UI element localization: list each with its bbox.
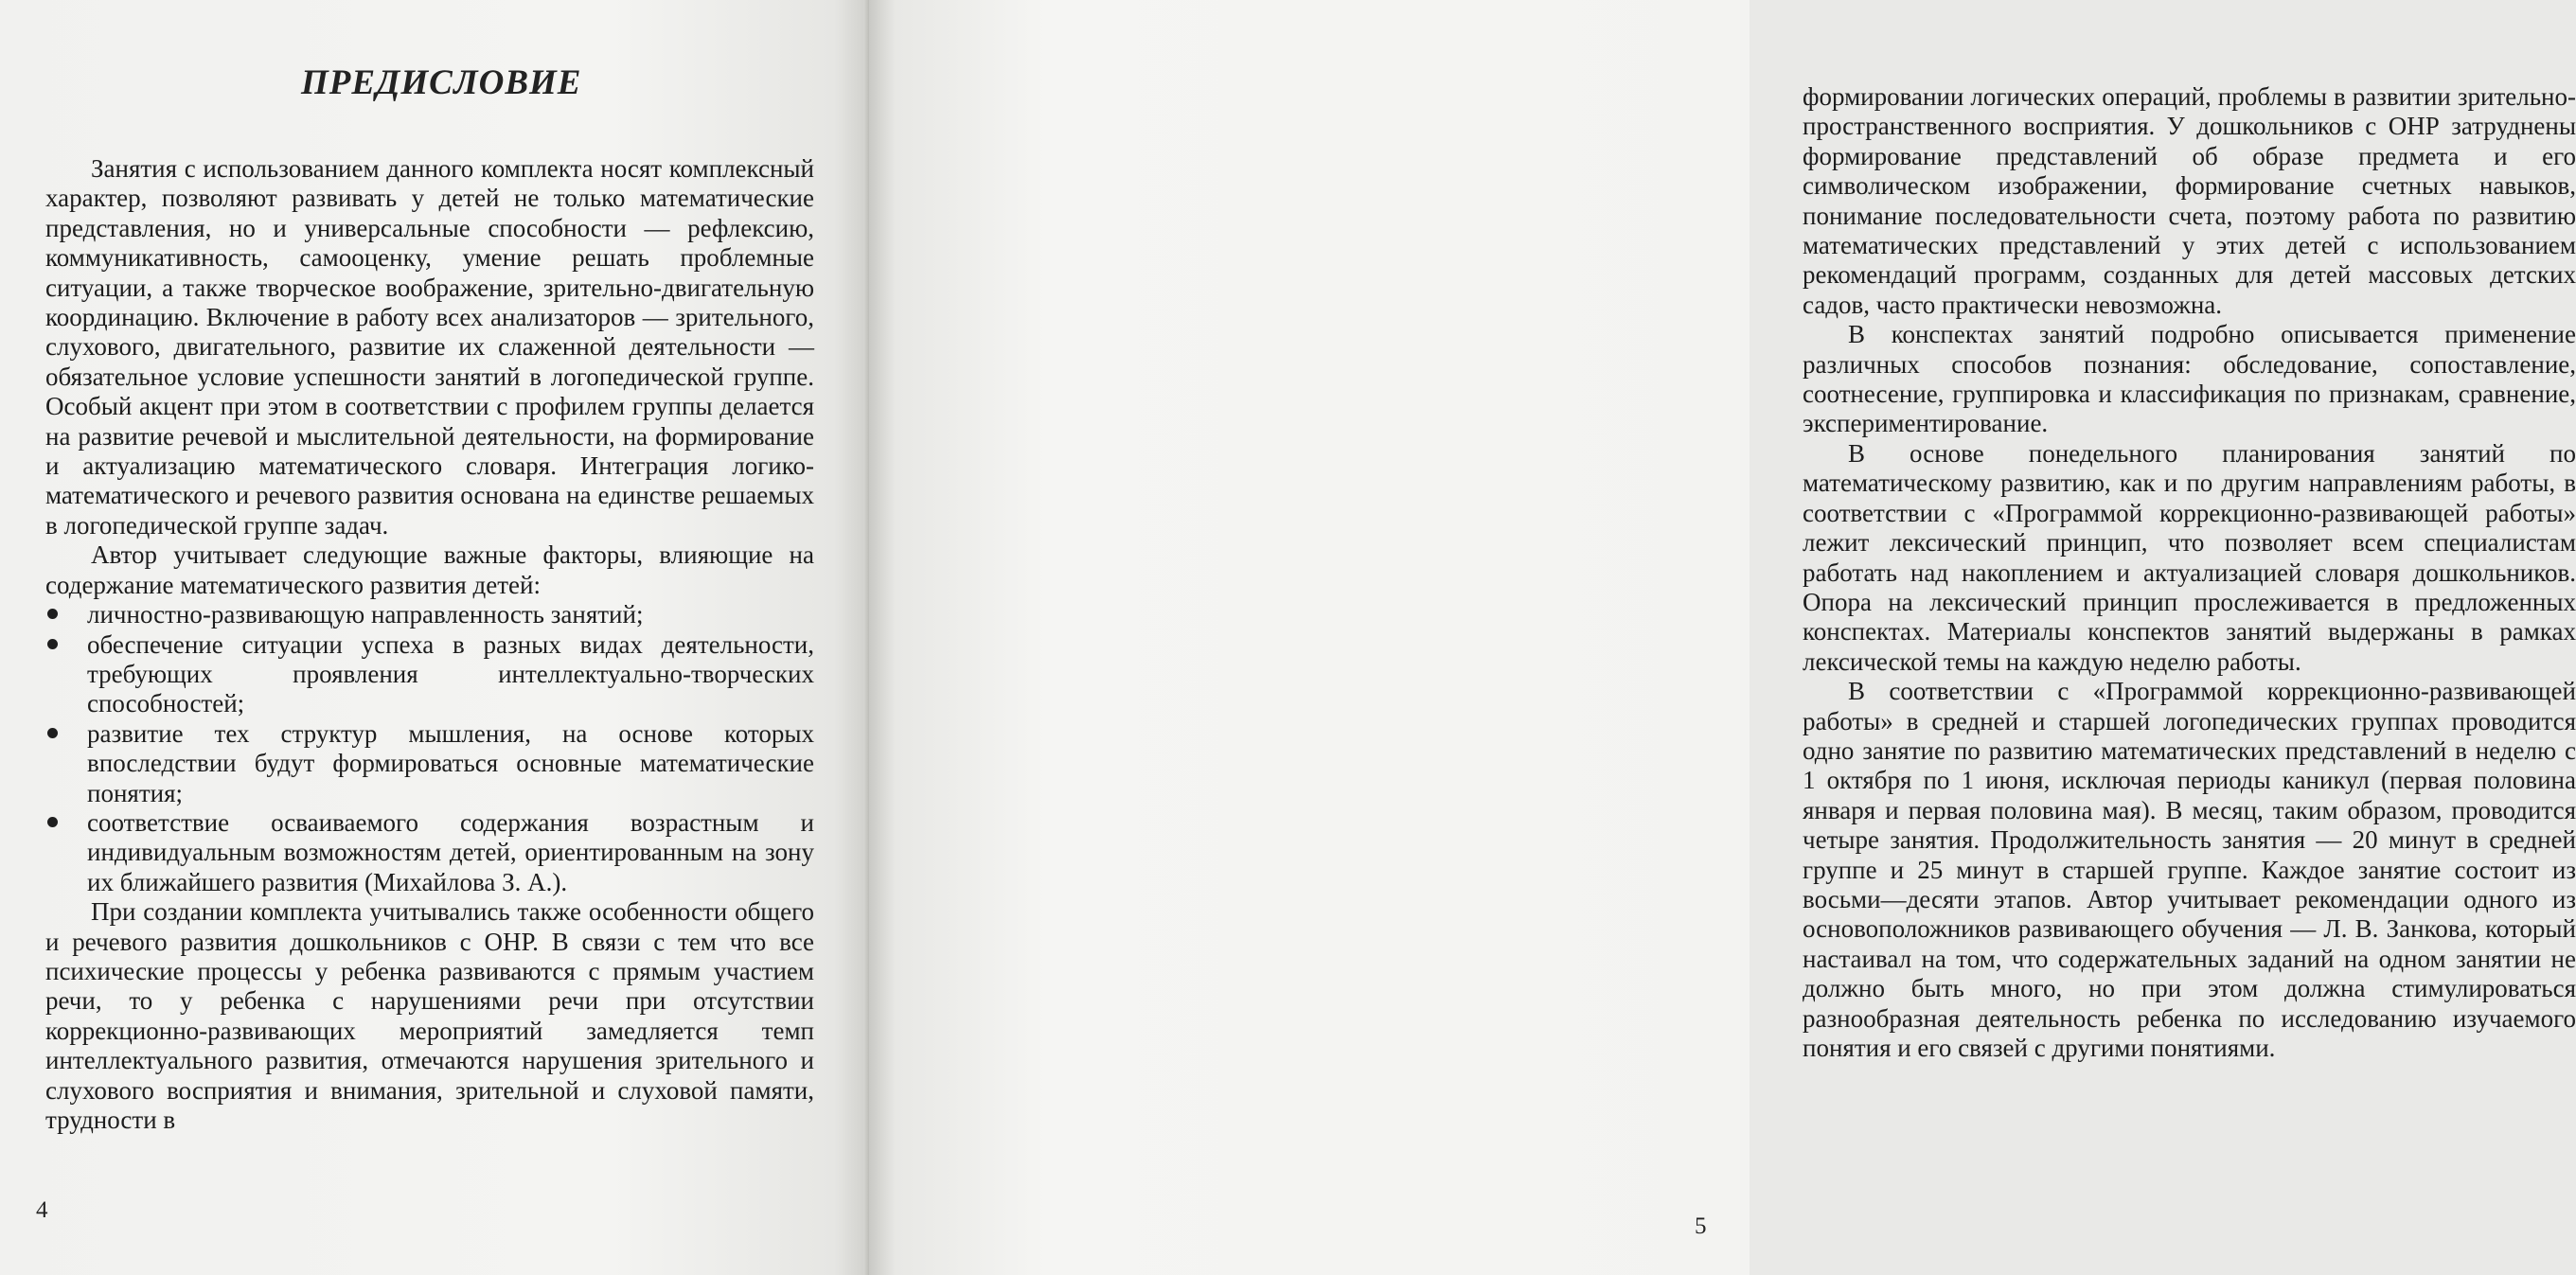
factors-lead-paragraph: Автор учитывает следующие важные факторы, влияющие на содержание математического развития детей: bbox=[45, 540, 814, 599]
list-item-text: развитие тех структур мышления, на основе которых впоследствии будут формироваться основные математические понятия; bbox=[87, 718, 814, 807]
list-item bbox=[45, 600, 814, 629]
schedule-paragraph: В соответствии с «Программой коррекционно-развивающей работы» в средней и старшей логопедических группах проводится одно занятие по развитию математических представлений в неделю с 1 октября по 1 июня, исключая периоды каникул (первая половина января и первая половина мая). В месяц, таким образом, проводится четыре занятия. Продолжительность занятия — 20 минут в средней группе и 25 минут в старшей группе. Каждое занятие состоит из восьми—десяти этапов. Автор учитывает рекомендации одного из основоположников развивающего обучения — Л. В. Занкова, который настаивал на том, что содержательных заданий на одном занятии не должно быть много, но при этом должна стимулироваться разнообразная деятельность ребенка по исследованию изучаемого понятия и его связей с другими понятиями. bbox=[1803, 677, 2576, 1062]
page-title: ПРЕДИСЛОВИЕ bbox=[301, 63, 582, 102]
bullet-icon bbox=[47, 817, 58, 827]
list-item bbox=[45, 719, 814, 808]
bullet-icon bbox=[47, 609, 58, 619]
features-paragraph: При создании комплекта учитывались также особенности общего и речевого развития дошкольников с ОНР. В связи с тем что все психические процессы у ребенка развиваются с прямым участием речи, то у ребенка с нарушениями речи при отсутствии коррекционно-развивающих мероприятий замедляется темп интеллектуального развития, отмечаются нарушения зрительного и слухового восприятия и внимания, зрительной и слуховой памяти, трудности в bbox=[45, 897, 814, 1134]
left-page bbox=[0, 0, 869, 1275]
bullet-icon bbox=[47, 728, 58, 738]
right-page bbox=[869, 0, 2576, 1275]
summaries-paragraph: В конспектах занятий подробно описывается применение различных способов познания: обследование, сопоставление, соотнесение, группировка и классификация по признакам, сравнение, экспериментирование. bbox=[1803, 320, 2576, 438]
page-number-left: 4 bbox=[36, 1197, 48, 1223]
planning-paragraph: В основе понедельного планирования занятий по математическому развитию, как и по другим направлениям работы, в соответствии с «Программой коррекционно-развивающей работы» лежит лексический принцип, что позволяет всем специалистам работать над накоплением и актуализацией словаря дошкольников. Опора на лексический принцип прослеживается в предложенных конспектах. Материалы конспектов занятий выдержаны в рамках лексической темы на каждую неделю работы. bbox=[1803, 438, 2576, 676]
list-item-text: личностно-развивающую направленность занятий; bbox=[87, 600, 644, 629]
factors-list bbox=[45, 600, 814, 897]
page-number-right: 5 bbox=[1695, 1213, 1707, 1239]
list-item-text: обеспечение ситуации успеха в разных видах деятельности, требующих проявления интеллектуально-творческих способностей; bbox=[87, 629, 814, 718]
continuation-paragraph: формировании логических операций, проблемы в развитии зрительно-пространственного восприятия. У дошкольников с ОНР затруднены формирование представлений об образе предмета и его символическом изображении, формирование счетных навыков, понимание последовательности счета, поэтому работа по развитию математических представлений у этих детей с использованием рекомендаций программ, созданных для детей массовых детских садов, часто практически невозможна. bbox=[1803, 82, 2576, 319]
list-item bbox=[45, 808, 814, 897]
intro-paragraph: Занятия с использованием данного комплекта носят комплексный характер, позволяют развивать у детей не только математические представления, но и универсальные способности — рефлексию, коммуникативность, самооценку, умение решать проблемные ситуации, а также творческое воображение, зрительно-двигательную координацию. Включение в работу всех анализаторов — зрительного, слухового, двигательного, развитие их слаженной деятельности — обязательное условие успешности занятий в логопедической группе. Особый акцент при этом в соответствии с профилем группы делается на развитие речевой и мыслительной деятельности, на формирование и актуализацию математического словаря. Интеграция логико-математического и речевого развития основана на единстве решаемых в логопедической группе задач. bbox=[45, 154, 814, 540]
list-item bbox=[45, 630, 814, 719]
bullet-icon bbox=[47, 639, 58, 649]
list-item-text: соответствие осваиваемого содержания возрастным и индивидуальным возможностям детей, ориентированным на зону их ближайшего развития (Михайлова З. А.). bbox=[87, 807, 814, 896]
right-page-text bbox=[1803, 82, 2576, 1063]
left-page-text bbox=[45, 154, 814, 1135]
